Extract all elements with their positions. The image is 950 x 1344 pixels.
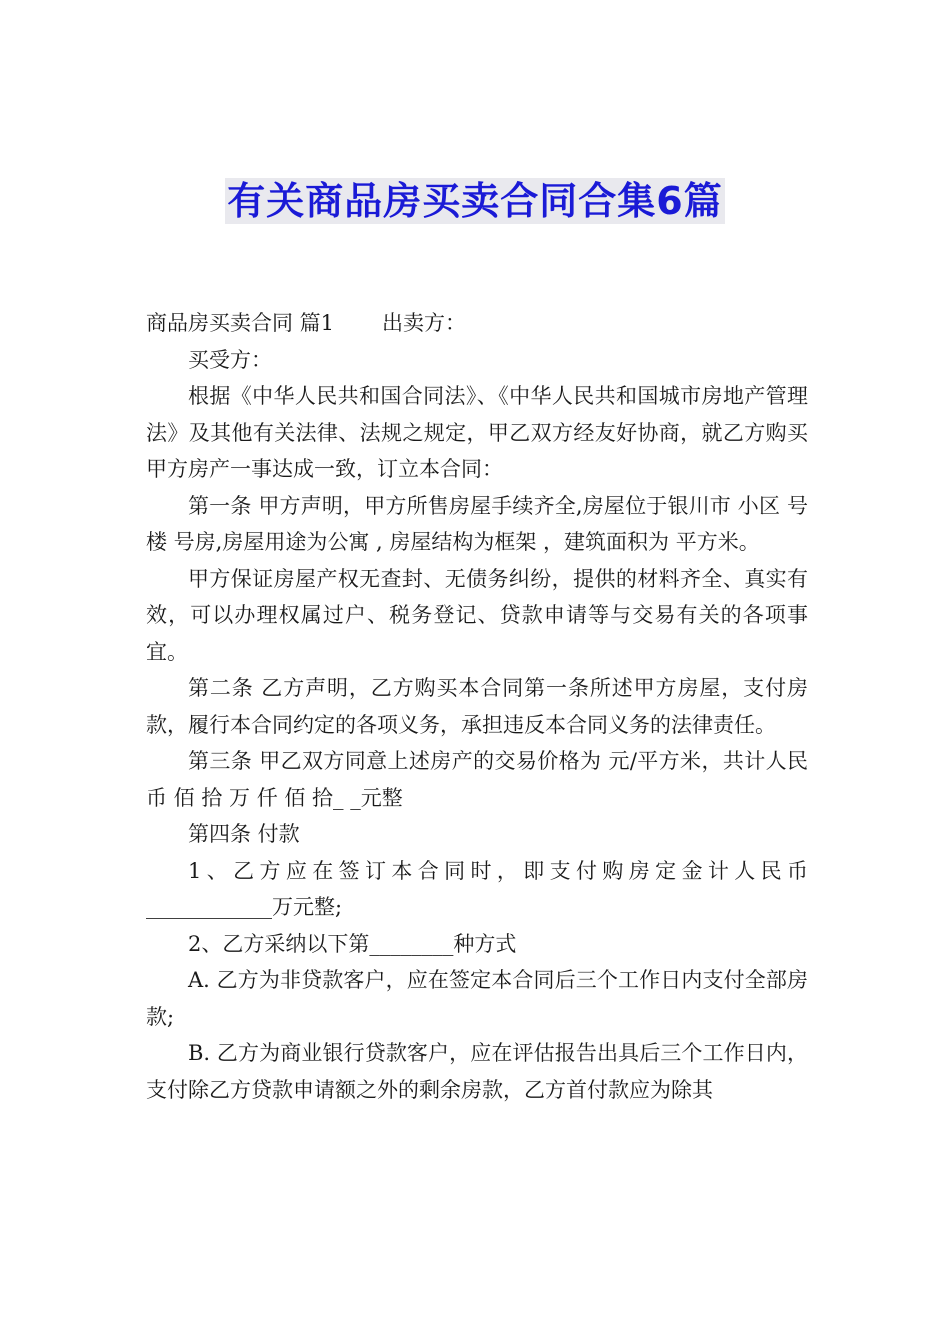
paragraph: A. 乙方为非贷款客户，应在签定本合同后三个工作日内支付全部房款;	[146, 968, 808, 1029]
title-container	[0, 178, 950, 224]
document-title: 有关商品房买卖合同合集6篇	[227, 179, 723, 223]
paragraph: 2、乙方采纳以下第________种方式	[188, 931, 517, 956]
paragraph: 根据《中华人民共和国合同法》、《中华人民共和国城市房地产管理法》及其他有关法律、法规之规定，甲乙双方经友好协商，就乙方购买甲方房产一事达成一致，订立本合同：	[146, 384, 808, 481]
section-heading: 商品房买卖合同 篇1	[146, 311, 335, 335]
paragraph: 第三条 甲乙双方同意上述房产的交易价格为 元/平方米，共计人民币 佰 拾 万 仟 佰 拾_ _元整	[146, 749, 808, 810]
document-body	[146, 305, 808, 1108]
paragraph: 买受方：	[188, 347, 272, 372]
paragraph: B. 乙方为商业银行贷款客户，应在评估报告出具后三个工作日内，支付除乙方贷款申请额之外的剩余房款，乙方首付款应为除其	[146, 1041, 808, 1102]
first-line	[146, 305, 808, 342]
paragraph: 第二条 乙方声明，乙方购买本合同第一条所述甲方房屋，支付房款，履行本合同约定的各项义务，承担违反本合同义务的法律责任。	[146, 676, 808, 737]
paragraph: 第四条 付款	[188, 822, 300, 846]
seller-label: 出卖方：	[382, 311, 467, 335]
paragraph: 1、乙方应在签订本合同时，即支付购房定金计人民币____________万元整;	[146, 858, 808, 919]
paragraph: 第一条 甲方声明，甲方所售房屋手续齐全,房屋位于银川市 小区 号楼 号房,房屋用途为公寓 , 房屋结构为框架 ，建筑面积为 平方米。	[146, 493, 808, 554]
paragraph: 甲方保证房屋产权无查封、无债务纠纷，提供的材料齐全、真实有效，可以办理权属过户、税务登记、贷款申请等与交易有关的各项事宜。	[146, 566, 808, 664]
